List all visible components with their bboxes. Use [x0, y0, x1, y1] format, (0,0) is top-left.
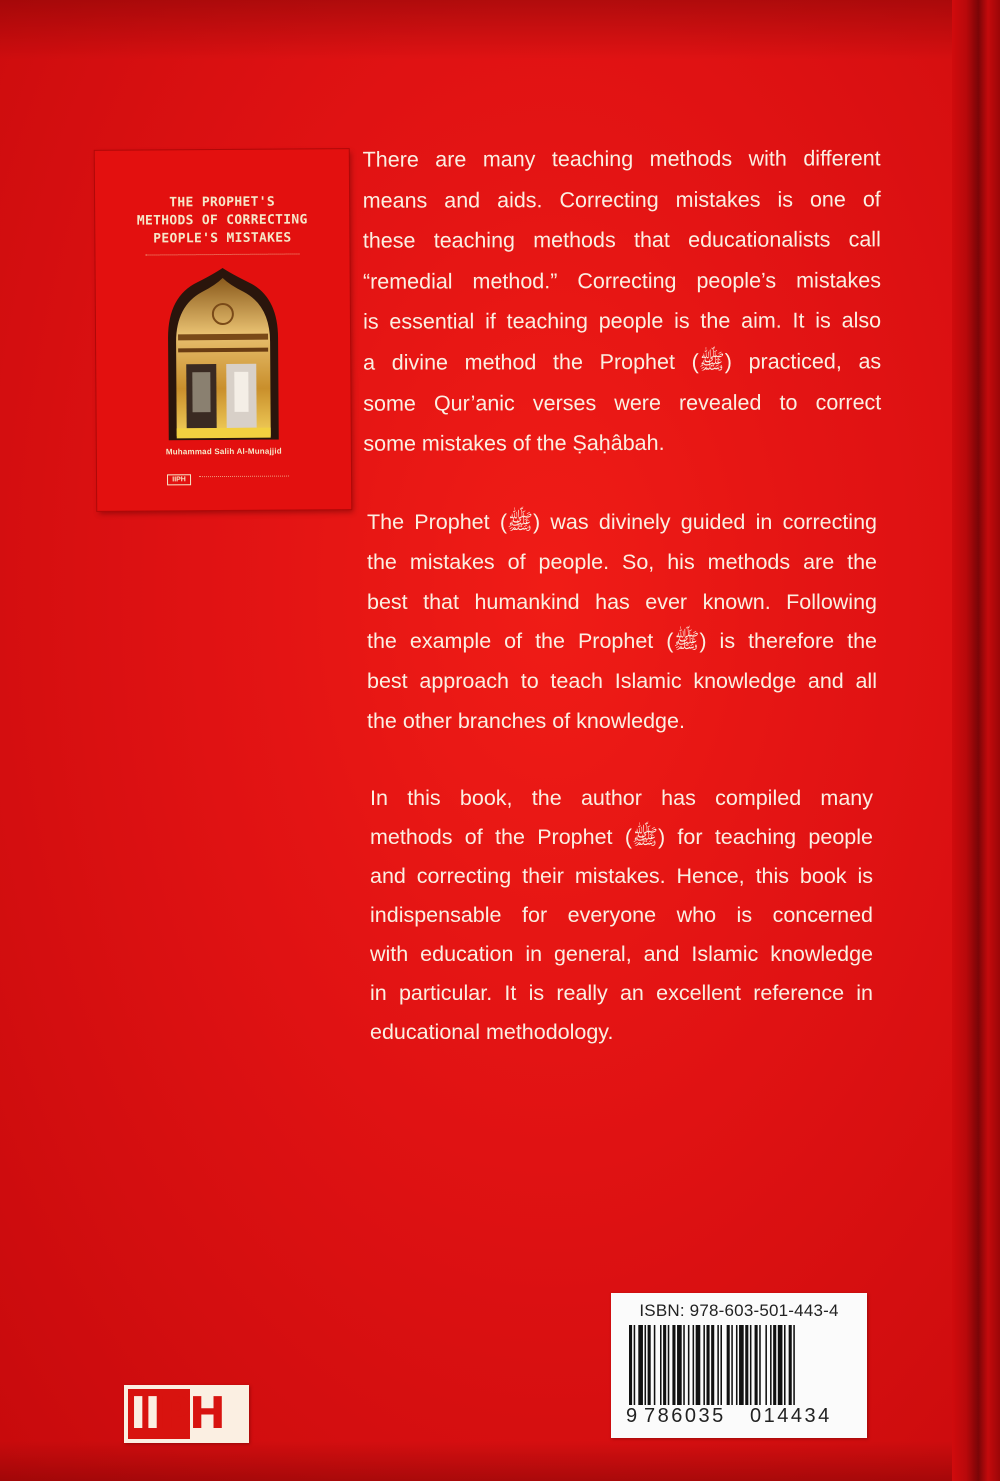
- thumbnail-title-line: METHODS OF CORRECTING: [136, 212, 308, 229]
- barcode-bar: [717, 1325, 719, 1417]
- blurb-line: and correcting their mistakes. Hence, this book is: [370, 864, 873, 888]
- barcode-digit-group-2: 014434: [750, 1405, 832, 1427]
- logo-text-part-1: II: [130, 1388, 159, 1439]
- thumbnail-publisher-logo: IIPH: [167, 474, 191, 485]
- barcode-digit-lead: 9: [626, 1405, 638, 1427]
- blurb-line: some Qur’anic verses were revealed to correct: [363, 389, 882, 416]
- barcode-bar: [720, 1325, 722, 1405]
- thumbnail-publisher-arabic: [199, 476, 289, 482]
- thumbnail-arabic-subtitle: [145, 253, 299, 259]
- isbn-label: ISBN: 978-603-501-443-4: [639, 1301, 839, 1320]
- thumbnail-author: Muhammad Salih Al-Munajjid: [165, 446, 282, 457]
- barcode-bar: [663, 1325, 666, 1405]
- barcode-bar: [731, 1325, 733, 1405]
- barcode-bars: [629, 1325, 854, 1417]
- blurb-line: is essential if teaching people is the aim. It is also: [363, 308, 882, 335]
- blurb-line: In this book, the author has compiled many: [370, 786, 873, 810]
- barcode-bar: [765, 1325, 767, 1405]
- arch-illustration: [164, 268, 283, 441]
- blurb-paragraph-3: [370, 779, 873, 1052]
- barcode-bar: [755, 1325, 758, 1405]
- blurb-line: in particular. It is really an excellent reference in: [370, 981, 873, 1005]
- barcode-bar: [672, 1325, 675, 1405]
- thumbnail-title-line: PEOPLE'S MISTAKES: [153, 230, 292, 247]
- barcode-bar: [677, 1325, 682, 1405]
- barcode-bar: [696, 1325, 701, 1405]
- blurb-line: The Prophet (ﷺ) was divinely guided in correcting: [367, 510, 877, 534]
- blurb-line: a divine method the Prophet (ﷺ) practiced, as: [363, 349, 882, 375]
- blurb-paragraph-2: [367, 503, 877, 742]
- publisher-logo: [124, 1385, 249, 1443]
- isbn-barcode: [611, 1293, 867, 1438]
- blurb-line: the mistakes of people. So, his methods are the: [367, 549, 877, 574]
- front-cover-thumbnail: [95, 149, 352, 511]
- barcode-bar: [745, 1325, 748, 1405]
- blurb-line: some mistakes of the Ṣaḥâbah.: [363, 431, 665, 456]
- barcode-digit-group-1: 786035: [644, 1405, 726, 1427]
- barcode-bar: [793, 1325, 795, 1417]
- barcode-bar: [648, 1325, 651, 1405]
- barcode-bar: [759, 1325, 761, 1405]
- barcode-digits: [625, 1405, 861, 1429]
- blurb-line: indispensable for everyone who is concerned: [370, 903, 873, 927]
- barcode-bar: [638, 1325, 643, 1405]
- thumbnail-title: [95, 193, 349, 249]
- barcode-bar: [778, 1325, 783, 1405]
- barcode-bar: [634, 1325, 636, 1417]
- barcode-bar: [727, 1325, 730, 1405]
- barcode-bar: [784, 1325, 786, 1405]
- blurb-line: There are many teaching methods with different: [362, 146, 881, 172]
- book-spine-edge: [952, 0, 1000, 1481]
- blurb-line: means and aids. Correcting mistakes is one of: [362, 186, 881, 213]
- barcode-bar: [770, 1325, 772, 1405]
- barcode-bar: [707, 1325, 710, 1405]
- thumbnail-title-line: THE PROPHET'S: [169, 194, 275, 211]
- blurb-line: with education in general, and Islamic knowledge: [370, 942, 873, 966]
- barcode-bar: [739, 1325, 744, 1405]
- barcode-bar: [660, 1325, 662, 1405]
- blurb-paragraph-1: [363, 138, 882, 464]
- blurb-line: best approach to teach Islamic knowledge and all: [367, 669, 877, 694]
- blurb-line: the other branches of knowledge.: [367, 708, 685, 733]
- barcode-bar: [683, 1325, 685, 1405]
- barcode-bar: [688, 1325, 690, 1405]
- barcode-bar: [773, 1325, 776, 1405]
- barcode-bar: [750, 1325, 752, 1405]
- barcode-bar: [654, 1325, 656, 1405]
- blurb-line: the example of the Prophet (ﷺ) is therefore the: [367, 629, 877, 654]
- blurb-line: best that humankind has ever known. Following: [367, 589, 877, 614]
- barcode-bar: [629, 1325, 632, 1417]
- barcode-bar: [693, 1325, 695, 1405]
- blurb-line: educational methodology.: [370, 1020, 614, 1044]
- top-shadow: [0, 0, 1000, 60]
- logo-text-part-2: PH: [158, 1388, 224, 1439]
- barcode-bar: [736, 1325, 738, 1405]
- barcode-bar: [668, 1325, 670, 1405]
- blurb-line: these teaching methods that educationalists call: [362, 227, 881, 253]
- barcode-bar: [645, 1325, 647, 1405]
- blurb-line: “remedial method.” Correcting people’s mistakes: [362, 268, 881, 294]
- barcode-bar: [711, 1325, 714, 1417]
- logo-text: [130, 1388, 224, 1440]
- bottom-shadow: [0, 1441, 1000, 1481]
- barcode-bar: [703, 1325, 705, 1405]
- barcode-bar: [789, 1325, 792, 1405]
- blurb-line: methods of the Prophet (ﷺ) for teaching people: [370, 825, 873, 849]
